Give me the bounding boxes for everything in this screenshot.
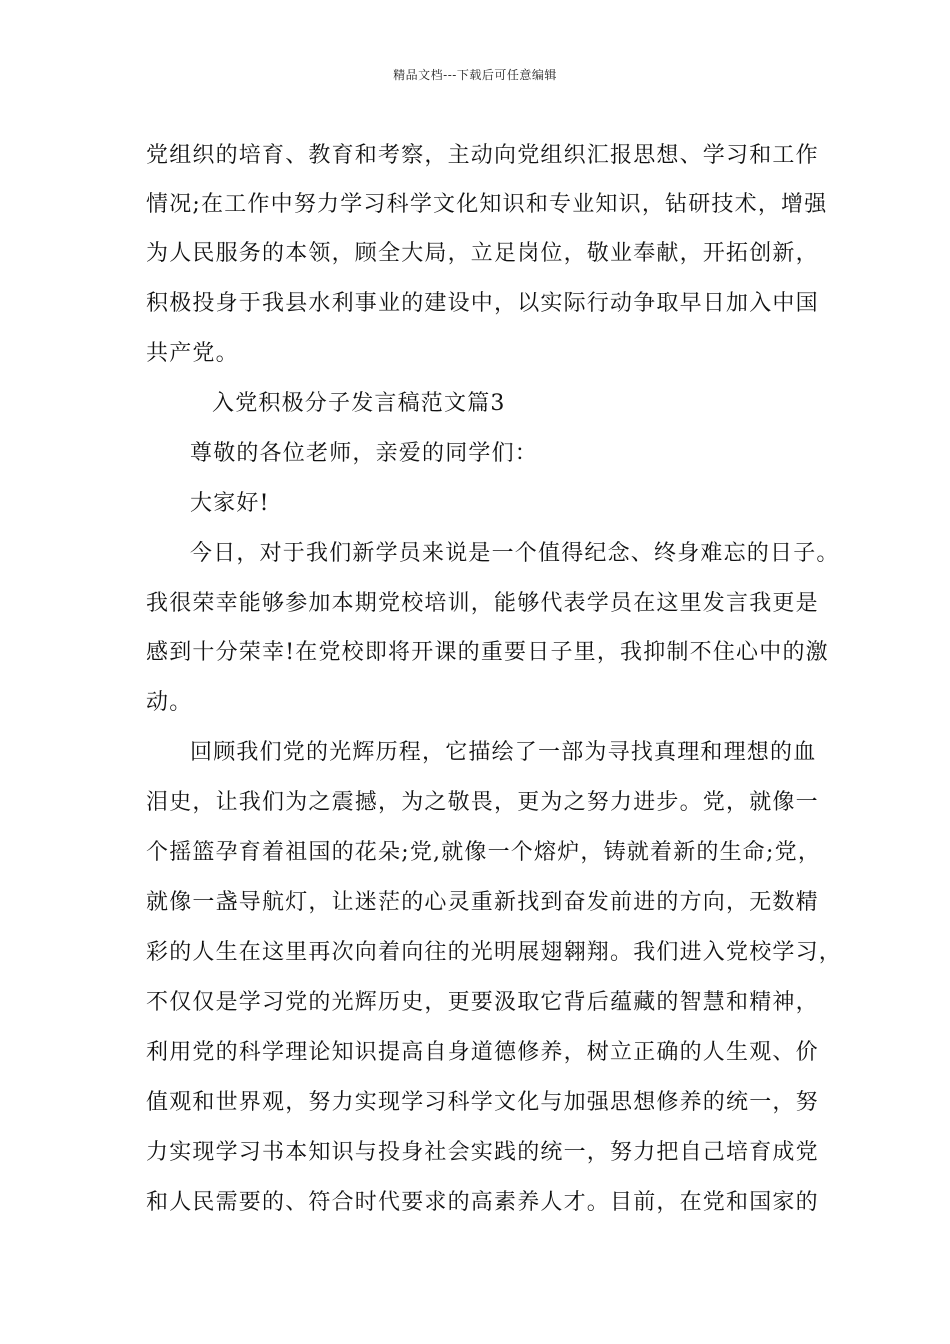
section-heading: 入党积极分子发言稿范文篇3 [212, 391, 506, 416]
body-line: 和人民需要的、符合时代要求的高素养人才。目前，在党和国家的 [146, 1190, 819, 1215]
body-line: 值观和世界观，努力实现学习科学文化与加强思想修养的统一，努 [146, 1090, 819, 1115]
body-line: 今日，对于我们新学员来说是一个值得纪念、终身难忘的日子。 [190, 541, 840, 566]
body-line: 泪史，让我们为之震撼，为之敬畏，更为之努力进步。党，就像一 [146, 790, 819, 815]
body-line: 为人民服务的本领，顾全大局，立足岗位，敬业奉献，开拓创新， [146, 241, 819, 266]
body-line: 利用党的科学理论知识提高自身道德修养，树立正确的人生观、价 [146, 1040, 819, 1065]
body-line: 我很荣幸能够参加本期党校培训，能够代表学员在这里发言我更是 [146, 591, 819, 616]
body-line: 力实现学习书本知识与投身社会实践的统一，努力把自己培育成党 [146, 1140, 819, 1165]
body-line: 彩的人生在这里再次向着向往的光明展翅翱翔。我们进入党校学习， [146, 940, 843, 965]
body-line: 动。 [146, 690, 193, 715]
body-line: 就像一盏导航灯，让迷茫的心灵重新找到奋发前进的方向，无数精 [146, 890, 819, 915]
body-line: 情况;在工作中努力学习科学文化知识和专业知识，钻研技术，增强 [146, 192, 828, 217]
body-line: 感到十分荣幸!在党校即将开课的重要日子里，我抑制不住心中的激 [146, 640, 829, 665]
body-line: 党组织的培育、教育和考察，主动向党组织汇报思想、学习和工作 [146, 143, 819, 168]
body-line: 个摇篮孕育着祖国的花朵;党,就像一个熔炉，铸就着新的生命;党， [146, 840, 822, 865]
page-header: 精品文档---下载后可任意编辑 [393, 68, 557, 82]
body-line: 共产党。 [146, 341, 239, 366]
body-line: 不仅仅是学习党的光辉历史，更要汲取它背后蕴藏的智慧和精神， [146, 990, 819, 1015]
greeting: 大家好! [190, 491, 270, 516]
salutation: 尊敬的各位老师，亲爱的同学们： [190, 441, 539, 466]
body-line: 积极投身于我县水利事业的建设中，以实际行动争取早日加入中国 [146, 291, 819, 316]
body-line: 回顾我们党的光辉历程，它描绘了一部为寻找真理和理想的血 [190, 740, 817, 765]
